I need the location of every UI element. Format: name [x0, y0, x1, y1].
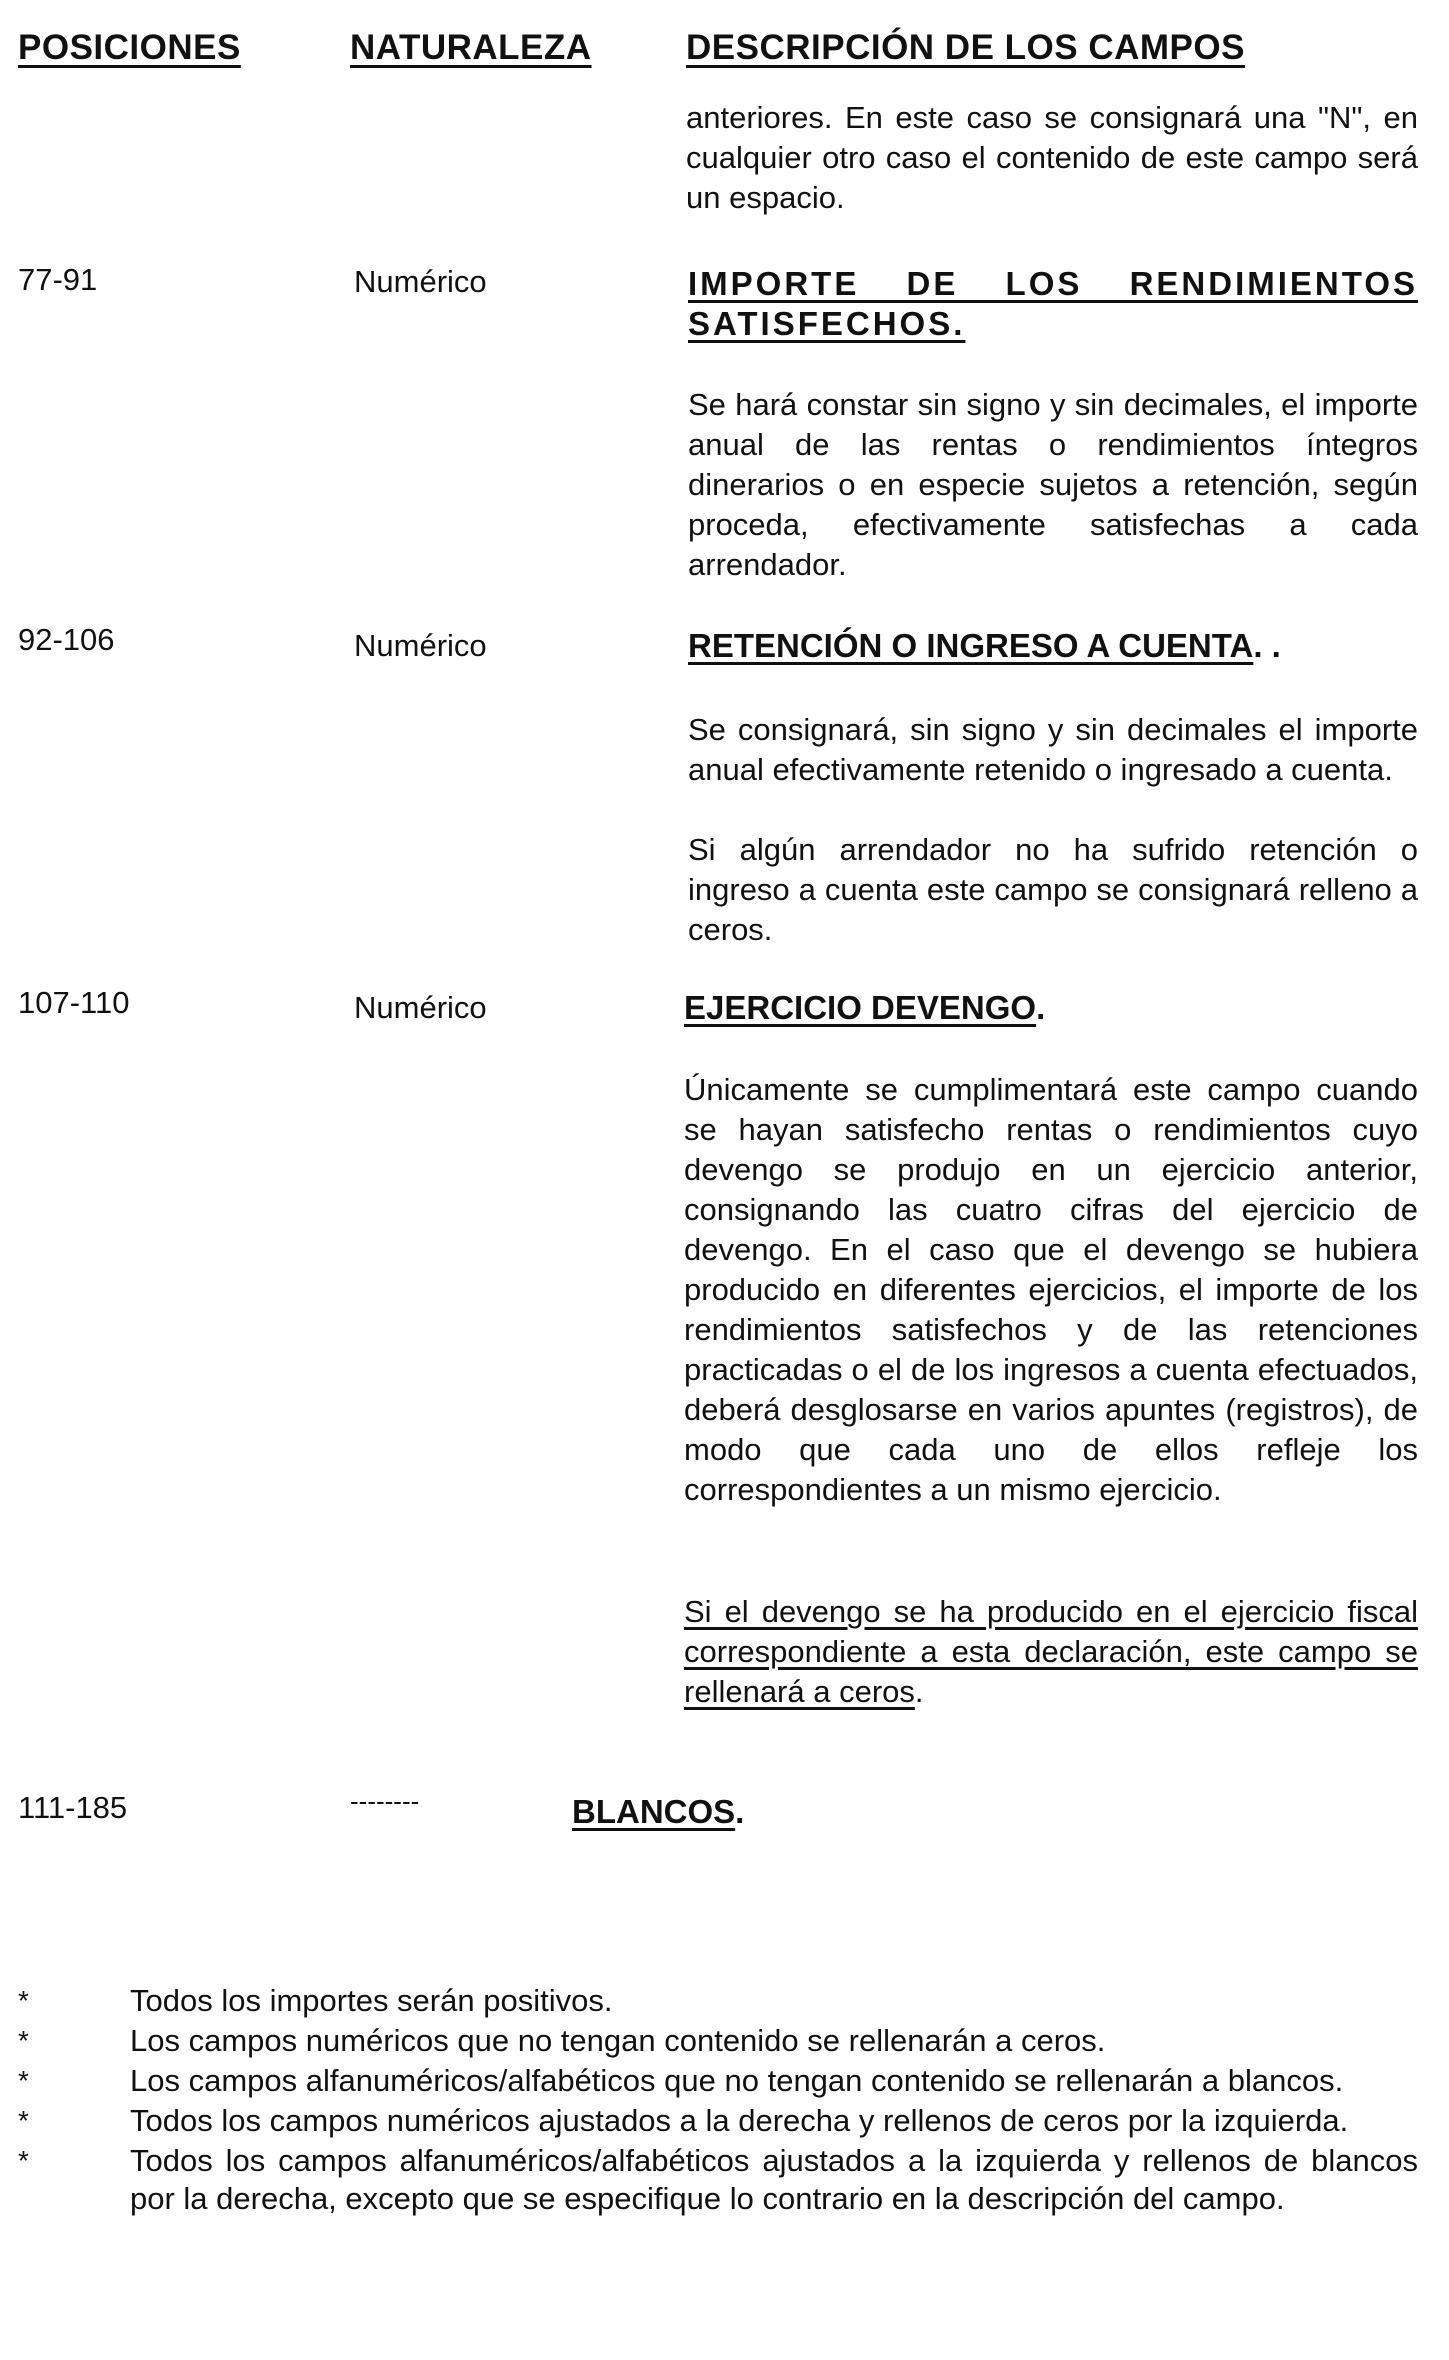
field-description: Si algún arrendador no ha sufrido retención o ingreso a cuenta este campo se consignará relleno a ceros. — [688, 832, 1418, 947]
field-title: IMPORTE DE LOS RENDIMIENTOS SATISFECHOS. — [688, 265, 1418, 342]
note-item — [18, 2142, 1418, 2218]
field-title: BLANCOS — [572, 1793, 736, 1830]
note-text: Todos los campos alfanuméricos/alfabéticos ajustados a la izquierda y rellenos de blancos por la derecha, excepto que se especifique lo contrario en la descripción del campo. — [130, 2143, 1418, 2216]
note-item — [18, 2102, 1418, 2140]
field-description: Se hará constar sin signo y sin decimales, el importe anual de las rentas o rendimientos íntegros dinerarios o en especie sujetos a retención, según proceda, efectivamente satisfechas a cada arrendador. — [688, 387, 1418, 582]
header-nature: NATURALEZA — [350, 28, 592, 67]
note-item — [18, 2062, 1418, 2100]
field-title-suffix: . — [735, 1793, 745, 1830]
field-description: Únicamente se cumplimentará este campo cuando se hayan satisfecho rentas o rendimientos cuyo devengo se produjo en un ejercicio anterior, consignando las cuatro cifras del ejercicio de devengo. En el caso que el devengo se hubiera producido en diferentes ejercicios, el importe de los rendimientos satisfechos y de las retenciones practicadas o el de los ingresos a cuenta efectuados, deberá desglosarse en varios apuntes (registros), de modo que cada uno de ellos refleje los correspondientes a un mismo ejercicio. — [684, 1072, 1418, 1507]
general-notes — [18, 1982, 1418, 2220]
field-nature: Numérico — [354, 990, 487, 1025]
field-title: RETENCIÓN O INGRESO A CUENTA — [688, 627, 1254, 664]
field-title-line — [684, 988, 1045, 1028]
note-text: Todos los importes serán positivos. — [130, 1983, 613, 2018]
field-nature: Numérico — [354, 628, 487, 663]
bullet-asterisk: * — [18, 2065, 29, 2096]
bullet-asterisk: * — [18, 2025, 29, 2056]
field-nature: -------- — [350, 1786, 420, 1816]
field-note-suffix: . — [914, 1674, 924, 1709]
note-item — [18, 1982, 1418, 2020]
field-note — [684, 1592, 1418, 1712]
field-title-suffix: . . — [1253, 627, 1281, 664]
bullet-asterisk: * — [18, 1985, 29, 2016]
field-description: Se consignará, sin signo y sin decimales el importe anual efectivamente retenido o ingresado a cuenta. — [688, 712, 1418, 787]
field-positions: 107-110 — [18, 985, 130, 1020]
field-positions: 92-106 — [18, 622, 115, 657]
note-text: Los campos alfanuméricos/alfabéticos que no tengan contenido se rellenarán a blancos. — [130, 2063, 1344, 2098]
note-item — [18, 2022, 1418, 2060]
field-positions: 77-91 — [18, 262, 98, 297]
field-title: EJERCICIO DEVENGO — [684, 989, 1037, 1026]
note-text: Todos los campos numéricos ajustados a la derecha y rellenos de ceros por la izquierda. — [130, 2103, 1349, 2138]
note-text: Los campos numéricos que no tengan contenido se rellenarán a ceros. — [130, 2023, 1106, 2058]
header-positions: POSICIONES — [18, 28, 241, 67]
field-title-line — [572, 1792, 744, 1832]
continuation-paragraph: anteriores. En este caso se consignará una "N", en cualquier otro caso el contenido de este campo será un espacio. — [686, 100, 1418, 215]
field-positions: 111-185 — [18, 1790, 128, 1825]
field-nature: Numérico — [354, 264, 487, 299]
bullet-asterisk: * — [18, 2105, 29, 2136]
field-title-line — [688, 626, 1281, 666]
field-underlined-note: Si el devengo se ha producido en el ejercicio fiscal correspondiente a esta declaración, este campo se rellenará a ceros — [684, 1594, 1418, 1709]
header-description: DESCRIPCIÓN DE LOS CAMPOS — [686, 28, 1245, 67]
bullet-asterisk: * — [18, 2145, 29, 2176]
field-title-suffix: . — [1036, 989, 1046, 1026]
